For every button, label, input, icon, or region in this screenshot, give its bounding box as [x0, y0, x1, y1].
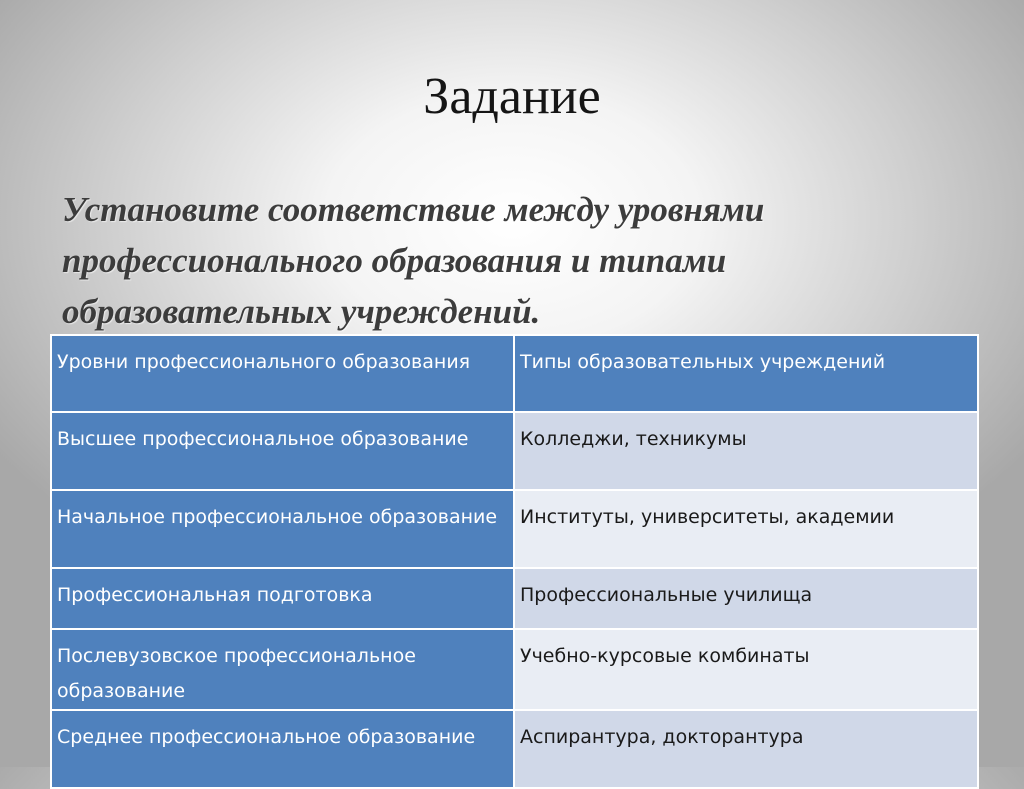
header-levels: Уровни профессионального образования — [51, 335, 514, 412]
table-row — [51, 629, 978, 710]
institution-cell: Институты, университеты, академии — [514, 490, 978, 568]
matching-table — [50, 334, 979, 789]
level-cell: Начальное профессиональное образование — [51, 490, 514, 568]
institution-cell: Учебно-курсовые комбинаты — [514, 629, 978, 710]
slide-title: Задание — [423, 68, 601, 125]
institution-cell: Аспирантура, докторантура — [514, 710, 978, 788]
task-instruction: Установите соответствие между уровнями профессионального образования и типами образовательных учреждений. — [62, 190, 765, 331]
table-row — [51, 568, 978, 629]
table-row — [51, 490, 978, 568]
table-row — [51, 412, 978, 490]
table-row — [51, 710, 978, 788]
level-cell: Высшее профессиональное образование — [51, 412, 514, 490]
level-cell: Среднее профессиональное образование — [51, 710, 514, 788]
table-header-row — [51, 335, 978, 412]
header-institution-types: Типы образовательных учреждений — [514, 335, 978, 412]
institution-cell: Колледжи, техникумы — [514, 412, 978, 490]
institution-cell: Профессиональные училища — [514, 568, 978, 629]
level-cell: Профессиональная подготовка — [51, 568, 514, 629]
level-cell: Послевузовское профессиональное образование — [51, 629, 514, 710]
